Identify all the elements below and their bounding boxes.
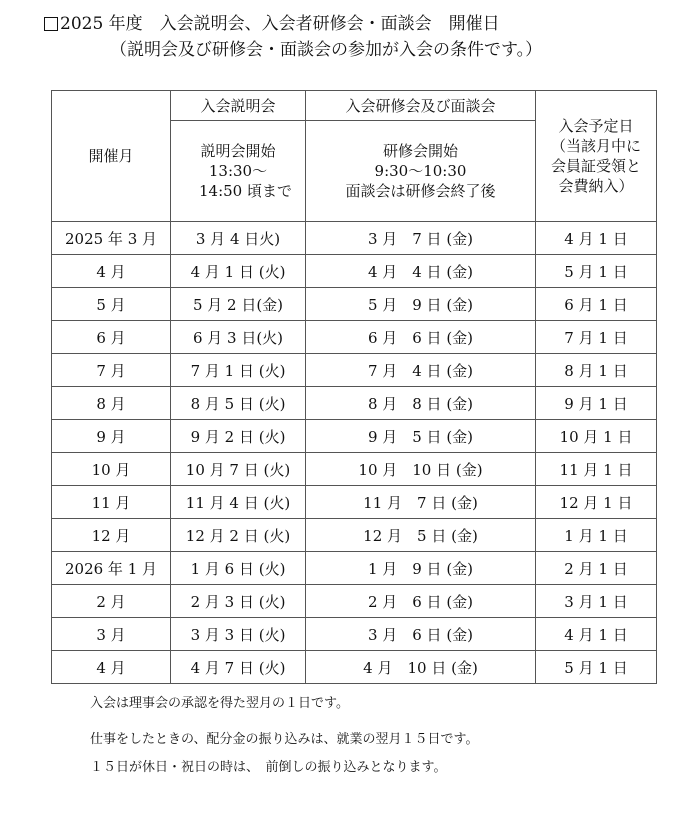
session-detail-header	[171, 121, 306, 222]
table-row	[52, 585, 657, 618]
due-date-cell: 4 月 1 日	[536, 618, 657, 651]
table-row	[52, 486, 657, 519]
session-detail-line: 14:50 頃まで	[184, 182, 292, 200]
training-detail-line: 研修会開始	[382, 142, 458, 160]
session-date-cell: 3 月 4 日火)	[171, 222, 306, 255]
training-detail-line: 面談会は研修会終了後	[345, 182, 496, 200]
due-date-cell: 4 月 1 日	[536, 222, 657, 255]
table-row	[52, 651, 657, 684]
month-cell: 6 月	[52, 321, 171, 354]
session-date-cell: 5 月 2 日(金)	[171, 288, 306, 321]
note-holiday-payment: １５日が休日・祝日の時は、 前倒しの振り込みとなります。	[90, 760, 447, 775]
document-subtitle: （説明会及び研修会・面談会の参加が入会の条件です。）	[110, 40, 543, 60]
training-detail-line: 9:30〜10:30	[374, 162, 467, 180]
table-row	[52, 618, 657, 651]
schedule-body	[52, 222, 657, 684]
month-header: 開催月	[52, 91, 171, 222]
training-date-cell: 1 月 9 日 (金)	[306, 552, 536, 585]
month-cell: 12 月	[52, 519, 171, 552]
training-date-cell: 10 月 10 日 (金)	[306, 453, 536, 486]
header-row-top	[52, 91, 657, 121]
training-date-cell: 2 月 6 日 (金)	[306, 585, 536, 618]
session-date-cell: 1 月 6 日 (火)	[171, 552, 306, 585]
table-row	[52, 552, 657, 585]
session-group-header: 入会説明会	[171, 91, 306, 121]
due-date-cell: 5 月 1 日	[536, 255, 657, 288]
title-text: 2025 年度 入会説明会、入会者研修会・面談会 開催日	[60, 14, 500, 34]
month-cell: 7 月	[52, 354, 171, 387]
table-row	[52, 255, 657, 288]
document-title	[44, 12, 500, 36]
training-date-cell: 8 月 8 日 (金)	[306, 387, 536, 420]
table-row	[52, 321, 657, 354]
note-payment-date: 仕事をしたときの、配分金の振り込みは、就業の翌月１５日です。	[90, 732, 479, 747]
table-row	[52, 453, 657, 486]
session-detail-line: 説明会開始	[200, 142, 276, 160]
training-date-cell: 11 月 7 日 (金)	[306, 486, 536, 519]
month-cell: 2025 年 3 月	[52, 222, 171, 255]
due-date-cell: 9 月 1 日	[536, 387, 657, 420]
month-cell: 4 月	[52, 255, 171, 288]
training-date-cell: 9 月 5 日 (金)	[306, 420, 536, 453]
session-date-cell: 3 月 3 日 (火)	[171, 618, 306, 651]
due-date-cell: 2 月 1 日	[536, 552, 657, 585]
training-date-cell: 7 月 4 日 (金)	[306, 354, 536, 387]
training-date-cell: 3 月 7 日 (金)	[306, 222, 536, 255]
checkbox-icon	[44, 17, 58, 31]
table-row	[52, 354, 657, 387]
session-date-cell: 4 月 7 日 (火)	[171, 651, 306, 684]
session-date-cell: 9 月 2 日 (火)	[171, 420, 306, 453]
training-date-cell: 3 月 6 日 (金)	[306, 618, 536, 651]
due-header-line: 会費納入）	[558, 177, 634, 195]
session-date-cell: 7 月 1 日 (火)	[171, 354, 306, 387]
training-date-cell: 6 月 6 日 (金)	[306, 321, 536, 354]
table-row	[52, 288, 657, 321]
due-date-cell: 5 月 1 日	[536, 651, 657, 684]
session-date-cell: 8 月 5 日 (火)	[171, 387, 306, 420]
month-cell: 5 月	[52, 288, 171, 321]
due-date-cell: 11 月 1 日	[536, 453, 657, 486]
table-row	[52, 222, 657, 255]
schedule-table	[51, 90, 657, 684]
due-date-header	[536, 91, 657, 222]
month-cell: 10 月	[52, 453, 171, 486]
table-row	[52, 519, 657, 552]
training-date-cell: 12 月 5 日 (金)	[306, 519, 536, 552]
due-header-line: （当該月中に	[550, 137, 641, 155]
month-cell: 3 月	[52, 618, 171, 651]
training-detail-header	[306, 121, 536, 222]
training-date-cell: 4 月 10 日 (金)	[306, 651, 536, 684]
note-membership-start: 入会は理事会の承認を得た翌月の１日です。	[90, 696, 349, 711]
session-detail-line: 13:30〜	[208, 162, 268, 180]
due-date-cell: 10 月 1 日	[536, 420, 657, 453]
session-date-cell: 10 月 7 日 (火)	[171, 453, 306, 486]
due-date-cell: 8 月 1 日	[536, 354, 657, 387]
month-cell: 8 月	[52, 387, 171, 420]
month-cell: 9 月	[52, 420, 171, 453]
due-header-line: 会員証受領と	[550, 157, 641, 175]
session-date-cell: 2 月 3 日 (火)	[171, 585, 306, 618]
training-group-header: 入会研修会及び面談会	[306, 91, 536, 121]
training-date-cell: 4 月 4 日 (金)	[306, 255, 536, 288]
month-cell: 4 月	[52, 651, 171, 684]
due-header-line: 入会予定日	[558, 117, 634, 135]
notes	[90, 694, 478, 778]
table-row	[52, 420, 657, 453]
due-date-cell: 7 月 1 日	[536, 321, 657, 354]
due-date-cell: 3 月 1 日	[536, 585, 657, 618]
session-date-cell: 4 月 1 日 (火)	[171, 255, 306, 288]
month-cell: 11 月	[52, 486, 171, 519]
due-date-cell: 12 月 1 日	[536, 486, 657, 519]
month-cell: 2026 年 1 月	[52, 552, 171, 585]
table-row	[52, 387, 657, 420]
due-date-cell: 1 月 1 日	[536, 519, 657, 552]
due-date-cell: 6 月 1 日	[536, 288, 657, 321]
session-date-cell: 11 月 4 日 (火)	[171, 486, 306, 519]
session-date-cell: 12 月 2 日 (火)	[171, 519, 306, 552]
month-cell: 2 月	[52, 585, 171, 618]
session-date-cell: 6 月 3 日(火)	[171, 321, 306, 354]
training-date-cell: 5 月 9 日 (金)	[306, 288, 536, 321]
